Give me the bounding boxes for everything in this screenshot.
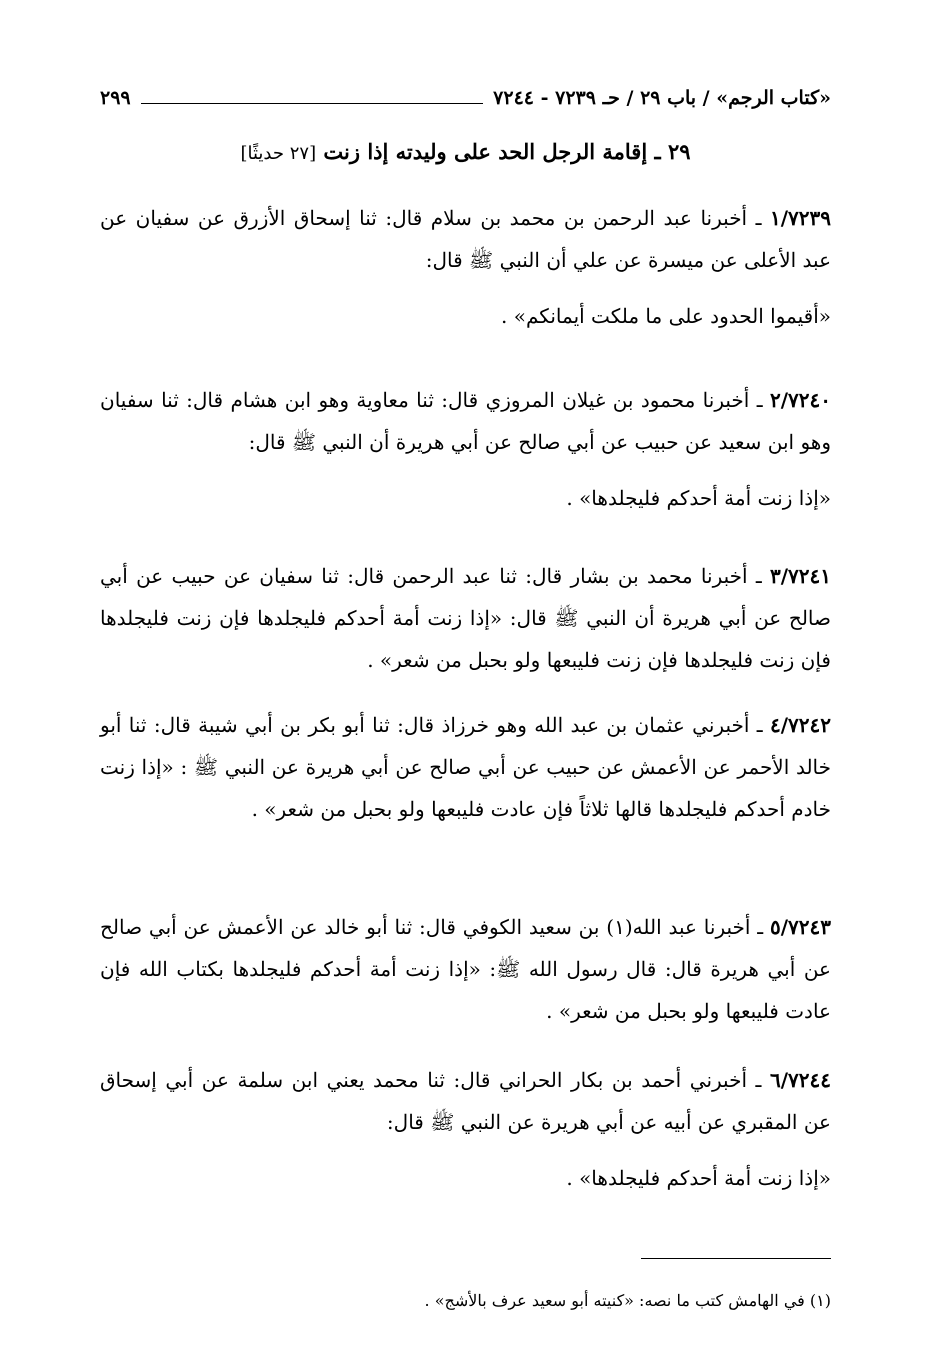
hadith-number: ٦/٧٢٤٤ <box>769 1068 831 1092</box>
hadith-number: ٥/٧٢٤٣ <box>769 915 831 939</box>
hadith-text: ـ أخبرنا محمد بن بشار قال: ثنا عبد الرحمن قال: ثنا سفيان عن حبيب عن أبي صالح عن أبي هريرة أن النبي ﷺ قال: «إذا زنت أمة أحدكم فليجلدها فإن زنت فليجلدها فإن زنت فليجلدها فإن زنت فليبعها ولو بحبل من شعر» . <box>100 564 831 672</box>
hadith-entry <box>100 1059 831 1199</box>
hadith-text: ـ أخبرنا عبد الله(١) بن سعيد الكوفي قال: ثنا أبو خالد عن الأعمش عن أبي صالح عن أبي هريرة قال: قال رسول الله ﷺ: «إذا زنت أمة أحدكم فليجلدها بكتاب الله فإن عادت فليبعها ولو بحبل من شعر» . <box>100 915 831 1023</box>
running-title: «كتاب الرجم» / باب ٢٩ / حـ ٧٢٣٩ - ٧٢٤٤ <box>493 87 831 109</box>
hadith-number: ٣/٧٢٤١ <box>769 564 831 588</box>
hadith-number: ٢/٧٢٤٠ <box>769 388 831 412</box>
footnote: (١) في الهامش كتب ما نصه: «كنيته أبو سعيد عرف بالأشج» . <box>424 1291 831 1310</box>
hadith-text: ـ أخبرني عثمان بن عبد الله وهو خرزاذ قال: ثنا أبو بكر بن أبي شيبة قال: ثنا أبو خالد الأحمر عن الأعمش عن حبيب عن أبي صالح عن أبي هريرة عن النبي ﷺ : «إذا زنت خادم أحدكم فليجلدها قالها ثلاثاً فإن عادت فليبعها ولو بحبل من شعر» . <box>100 713 831 821</box>
chapter-title <box>100 135 831 171</box>
hadith-text: ـ أخبرنا محمود بن غيلان المروزي قال: ثنا معاوية وهو ابن هشام قال: ثنا سفيان وهو ابن سعيد عن حبيب عن أبي صالح عن أبي هريرة أن النبي ﷺ قال: <box>100 388 831 454</box>
chapter-title-text: ٢٩ ـ إقامة الرجل الحد على وليدته إذا زنت <box>323 139 691 164</box>
footnote-rule <box>641 1258 831 1259</box>
header-rule <box>141 103 484 104</box>
hadith-entry <box>100 197 831 337</box>
hadith-entry <box>100 704 831 830</box>
hadith-entry <box>100 555 831 681</box>
hadith-quote: «إذا زنت أمة أحدكم فليجلدها» . <box>566 486 831 510</box>
hadith-entry <box>100 906 831 1032</box>
chapter-hadith-count: [٢٧ حديثًا] <box>240 143 317 164</box>
hadith-text: ـ أخبرنا عبد الرحمن بن محمد بن سلام قال: ثنا إسحاق الأزرق عن سفيان عن عبد الأعلى عن ميسرة عن علي أن النبي ﷺ قال: <box>100 206 831 272</box>
hadith-number: ١/٧٢٣٩ <box>769 206 831 230</box>
hadith-entry <box>100 379 831 519</box>
running-header <box>100 84 831 112</box>
page-number: ٢٩٩ <box>100 87 131 109</box>
hadith-quote: «أقيموا الحدود على ما ملكت أيمانكم» . <box>501 304 831 328</box>
hadith-text: ـ أخبرني أحمد بن بكار الحراني قال: ثنا محمد يعني ابن سلمة عن أبي إسحاق عن المقبري عن أبيه عن أبي هريرة عن النبي ﷺ قال: <box>100 1068 831 1134</box>
hadith-number: ٤/٧٢٤٢ <box>769 713 831 737</box>
hadith-quote: «إذا زنت أمة أحدكم فليجلدها» . <box>566 1166 831 1190</box>
